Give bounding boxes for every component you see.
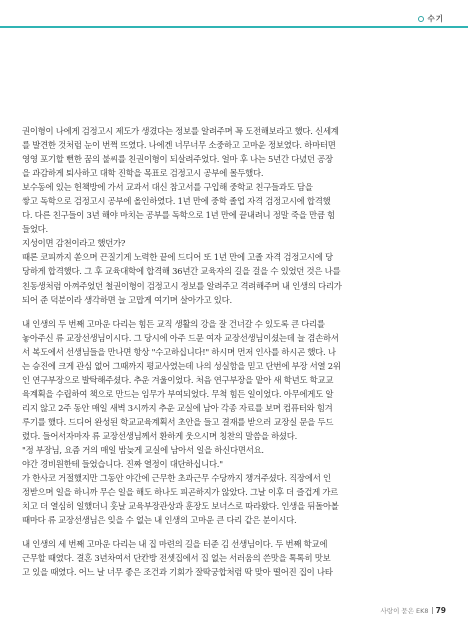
text-line: 내 인생의 세 번째 고마운 다리는 내 집 마련의 길을 터준 김 선생님이다. 두 번째 학교에 <box>22 539 328 550</box>
text-line: 가 한사코 거절했지만 그동안 야간에 근무한 초과근무 수당까지 챙겨주셨다. 직장에서 인 <box>22 473 331 484</box>
header-rule <box>0 26 468 28</box>
text-line: 당하게 합격했다. 그 후 교육대학에 합격해 36년간 교육자의 길을 걸을 수 있었던 것은 나를 <box>22 266 341 277</box>
text-line: 영영 포기할 뻔한 꿈의 불씨를 친권이형이 되살려주었다. 얼마 후 나는 5년간 다녔던 공장 <box>22 154 333 165</box>
text-line: 야간 경비원한테 들었습니다. 진짜 열정이 대단하십니다." <box>22 459 223 470</box>
text-line: 정받으며 일을 하니까 무슨 일을 해도 하나도 피곤하지가 않았다. 그날 이후 더 즐겁게 가르 <box>22 487 339 498</box>
text-line: 는 승진에 크게 관심 없어 그때까지 평교사였는데 나의 성실함을 믿고 단번에 부장 서열 2위 <box>22 360 341 371</box>
page-number: 79 <box>435 606 446 615</box>
text-line: 를 발견한 것처럼 눈이 번쩍 뜨였다. 나에겐 너무너무 소중하고 고마운 정보였다. 하마터면 <box>22 140 336 151</box>
text-line: 을 과감하게 퇴사하고 대학 진학을 목표로 검정고시 공부에 몰두했다. <box>22 168 264 179</box>
text-line: 렸다. 들어서자마자 류 교장선생님께서 환하게 웃으시며 칭찬의 말씀을 하셨다. <box>22 430 298 441</box>
circle-icon <box>418 16 424 22</box>
text-line: 루기를 했다. 드디어 완성된 학교교육계획서 초안을 들고 결재를 받으러 교장실 문을 두드 <box>22 416 334 427</box>
text-line: 쌓고 독학으로 검정고시 공부에 올인하였다. 1년 만에 중학 졸업 자격 검정고시에 합격했 <box>22 196 331 207</box>
text-line: 되어 준 덕분이라 생각하면 늘 고맙게 여기며 살아가고 있다. <box>22 294 232 305</box>
text-line: 친동생처럼 아껴주었던 철권이형이 검정고시 정보를 알려주고 격려해주며 내 인생의 다리가 <box>22 280 342 291</box>
text-line: 지성이면 감천이라고 했던가? <box>22 238 126 249</box>
text-line: 고 있을 때였다. 어느 날 너무 좋은 조건과 기회가 잘딱궁합처럼 딱 맞아 떨어진 집이 나타 <box>22 567 333 578</box>
text-line: 서 복도에서 선생님들을 만나면 항상 "수고하십니다!" 하시며 먼저 인사를 하시곤 했다. 나 <box>22 346 336 357</box>
paragraph-gap <box>22 527 454 537</box>
text-line: 육계획을 수립하여 책으로 만드는 임무가 부여되었다. 무척 힘든 일이었다. 아무에게도 알 <box>22 388 334 399</box>
text-line: 리지 않고 2주 동안 매일 새벽 3시까지 추운 교실에 남아 각종 자료를 보며 컴퓨터와 힘겨 <box>22 402 333 413</box>
text-line: "정 부장님, 요즘 거의 매일 밤늦게 교실에 남아서 일을 하신다면서요. <box>22 445 264 456</box>
text-line: 다. 다른 친구들이 3년 해야 마치는 공부를 독학으로 1년 만에 끝내려니 정말 죽을 만큼 힘 <box>22 210 335 221</box>
text-line: 때론 코피까지 쏟으며 끈질기게 노력한 끝에 드디어 또 1년 만에 고졸 자격 검정고시에 당 <box>22 252 333 263</box>
text-line: 인 연구부장으로 발탁해주셨다. 추운 겨울이었다. 처음 연구부장을 맡아 새 학년도 학교교 <box>22 374 334 385</box>
text-line: 놓아주신 류 교장선생님이시다. 그 당시에 아주 드문 여자 교장선생님이셨는데 늘 겸손하셔 <box>22 332 339 343</box>
text-line: 내 인생의 두 번째 고마운 다리는 힘든 교직 생활의 강을 잘 건너갈 수 있도록 큰 다리를 <box>22 318 325 329</box>
publication-name: 사랑이 묻은 EK8 <box>380 607 429 615</box>
article-body <box>22 124 454 579</box>
footer-divider <box>432 607 433 614</box>
section-tag <box>418 13 445 24</box>
text-line: 들었다. <box>22 224 48 235</box>
text-line: 치고 더 열심히 일했더니 훗날 교육부장관상과 훈장도 보너스로 따라왔다. 인생을 뒤돌아볼 <box>22 501 339 512</box>
section-label: 수기 <box>427 14 444 23</box>
paragraph-gap <box>22 307 454 317</box>
text-line: 때마다 류 교장선생님은 잊을 수 없는 내 인생의 고마운 큰 다리 같은 분이시다. <box>22 515 297 526</box>
text-line: 근무할 때였다. 결혼 3년차여서 단칸방 전셋집에서 집 없는 서러움의 쓴맛을 톡톡히 맛보 <box>22 553 331 564</box>
text-line: 보수동에 있는 헌책방에 가서 교과서 대신 참고서를 구입해 중학교 친구들과도 담을 <box>22 182 313 193</box>
text-line: 권이형이 나에게 검정고시 제도가 생겼다는 정보를 알려주며 꼭 도전해보라고 했다. 신세계 <box>22 126 339 136</box>
page-footer <box>381 606 446 615</box>
